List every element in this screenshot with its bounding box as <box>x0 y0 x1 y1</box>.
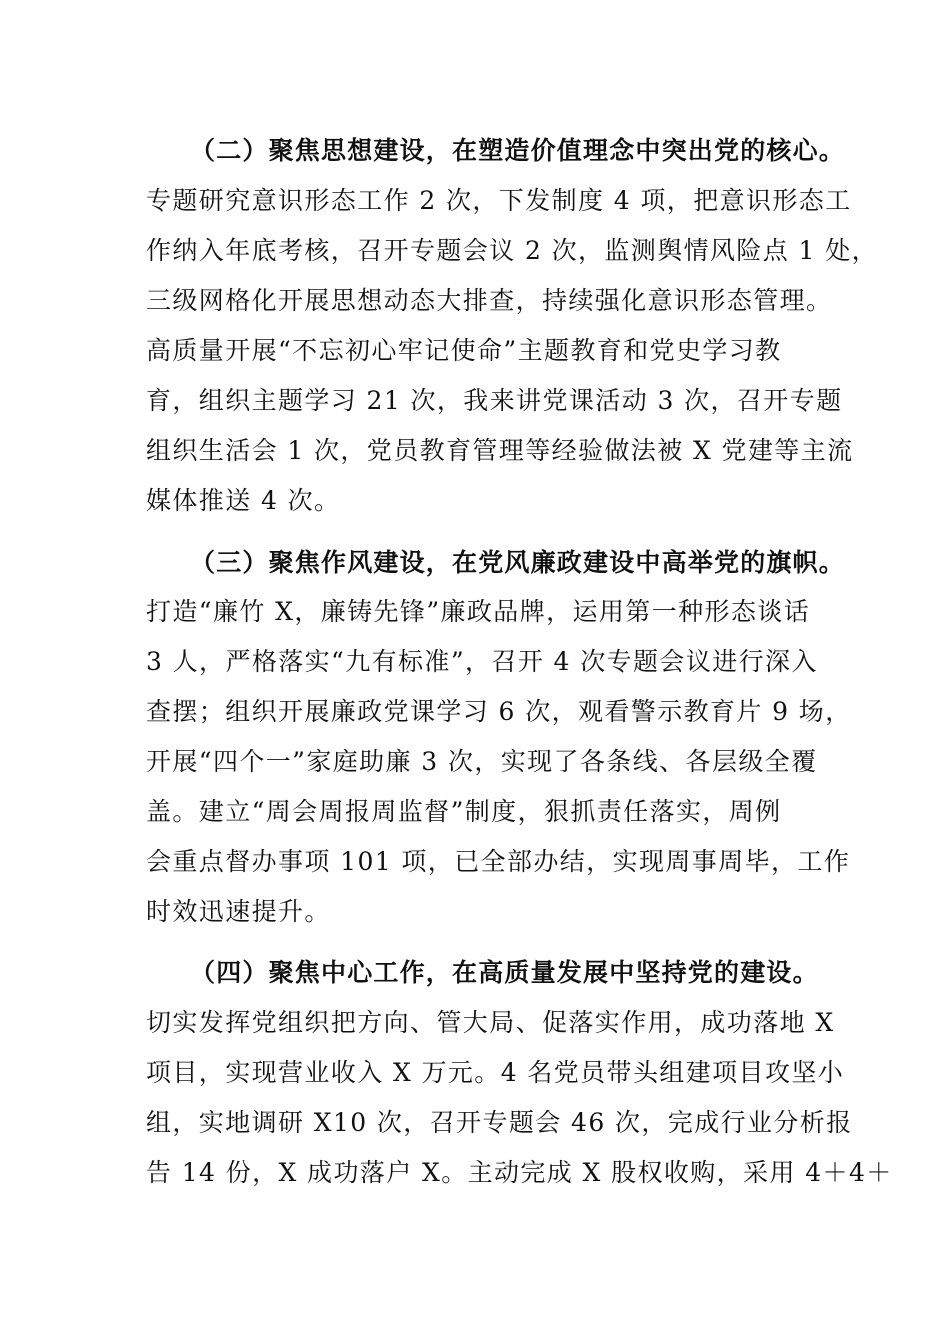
section-heading-3: （三）聚焦作风建设，在党风廉政建设中高举党的旗帜。 <box>190 548 846 577</box>
paragraph-line: 打造“廉竹 X，廉铸先锋”廉政品牌，运用第一种形态谈话 <box>146 597 811 626</box>
paragraph-line: 专题研究意识形态工作 2 次，下发制度 4 项，把意识形态工 <box>146 186 852 215</box>
paragraph-line: 育，组织主题学习 21 次，我来讲党课活动 3 次，召开专题 <box>146 386 843 415</box>
paragraph-line: 切实发挥党组织把方向、管大局、促落实作用，成功落地 X <box>146 1008 835 1037</box>
section-heading-2: （二）聚焦思想建设，在塑造价值理念中突出党的核心。 <box>190 136 846 165</box>
paragraph-line: 项目，实现营业收入 X 万元。4 名党员带头组建项目攻坚小 <box>146 1058 845 1087</box>
paragraph-line: 会重点督办事项 101 项，已全部办结，实现周事周毕，工作 <box>146 847 851 876</box>
paragraph-line: 盖。建立“周会周报周监督”制度，狠抓责任落实，周例 <box>146 797 782 826</box>
paragraph-line: 三级网格化开展思想动态大排查，持续强化意识形态管理。 <box>146 286 833 315</box>
paragraph-line: 组，实地调研 X10 次，召开专题会 46 次，完成行业分析报 <box>146 1108 853 1137</box>
paragraph-line: 开展“四个一”家庭助廉 3 次，实现了各条线、各层级全覆 <box>146 747 818 776</box>
paragraph-line: 作纳入年底考核，召开专题会议 2 次，监测舆情风险点 1 处， <box>146 236 879 265</box>
paragraph-line: 高质量开展“不忘初心牢记使命”主题教育和党史学习教 <box>146 336 782 365</box>
paragraph-line: 媒体推送 4 次。 <box>146 486 341 515</box>
paragraph-line: 告 14 份，X 成功落户 X。主动完成 X 股权收购，采用 4＋4＋ <box>146 1158 893 1187</box>
paragraph-line: 组织生活会 1 次，党员教育管理等经验做法被 X 党建等主流 <box>146 436 854 465</box>
paragraph-line: 3 人，严格落实“九有标准”，召开 4 次专题会议进行深入 <box>146 647 818 676</box>
paragraph-line: 时效迅速提升。 <box>146 897 331 926</box>
section-heading-4: （四）聚焦中心工作，在高质量发展中坚持党的建设。 <box>190 958 819 987</box>
paragraph-line: 查摆；组织开展廉政党课学习 6 次，观看警示教育片 9 场， <box>146 697 852 726</box>
